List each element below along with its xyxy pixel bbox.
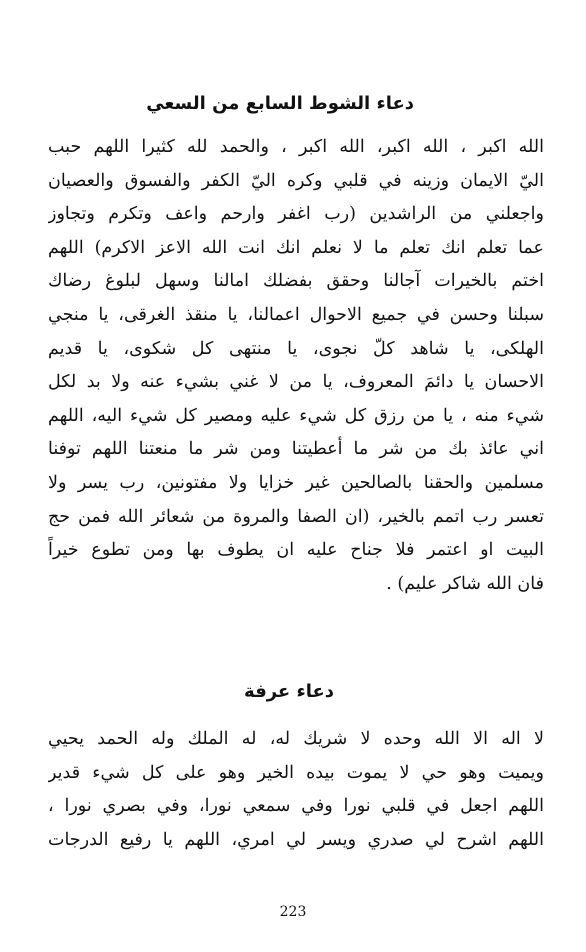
paragraph-line: اختم بالخيرات آجالنا وحقق بفضلك امالنا وسهل لبلوغ رضاك (48, 271, 544, 292)
paragraph-line: سبلنا وحسن في جميع الاحوال اعمالنا، يا منقذ الغرقى، يا منجي (48, 304, 544, 325)
paragraph-line: تعسر رب اتمم بالخير، (ان الصفا والمروة من شعائر الله فمن حج (48, 506, 544, 527)
paragraph-line: ويميت وهو حي لا يموت بيده الخير وهو على كل شيء قدير (48, 762, 544, 783)
paragraph-line: الله اكبر ، الله اكبر، الله اكبر ، والحمد لله كثيرا اللهم حبب (48, 137, 544, 157)
prayer-paragraph-sai (48, 131, 544, 601)
paragraph-line: عما تعلم انك تعلم ما لا نعلم انك انت الله الاعز الاكرم) اللهم (48, 237, 544, 258)
paragraph-line: مسلمين والحقنا بالصالحين غير خزايا ولا مفتونين، رب يسر ولا (48, 472, 544, 493)
section-heading-sai-seventh-round: دعاء الشوط السابع من السعي (146, 93, 414, 114)
paragraph-line: شيء منه ، يا من رزق كل شيء عليه ومصير كل شيء اليه، اللهم (48, 405, 544, 426)
paragraph-line: واجعلني من الراشدين (رب اغفر وارحم واعف وتكرم وتجاوز (48, 204, 544, 225)
paragraph-line: اللهم اشرح لي صدري ويسر لي امري، اللهم يا رفيع الدرجات (48, 829, 544, 850)
prayer-paragraph-arafah (48, 723, 544, 857)
paragraph-line: اليّ الايمان وزينه في قلبي وكره اليّ الكفر والفسوق والعصيان (48, 170, 544, 191)
paragraph-line: لا اله الا الله وحده لا شريك له، له الملك وله الحمد يحيي (48, 729, 544, 749)
paragraph-line: الهلكى، يا شاهد كلّ نجوى، يا منتهى كل شكوى، يا قديم (48, 338, 544, 359)
paragraph-line: الاحسان يا دائمَ المعروف، يا من لا غني بشيء عنه ولا بد لكل (48, 372, 544, 393)
paragraph-line: البيت او اعتمر فلا جناح عليه ان يطوف بها ومن تطوع خيراً (48, 540, 544, 561)
section-heading-arafah: دعاء عرفة (244, 681, 334, 702)
paragraph-line: فان الله شاكر عليم) . (386, 573, 544, 594)
page-number: 223 (279, 904, 307, 920)
paragraph-line: اللهم اجعل في قلبي نورا وفي سمعي نورا، وفي بصري نورا ، (48, 796, 544, 817)
paragraph-line: اني عائذ بك من شر ما أعطيتنا ومن شر ما منعتنا اللهم توفنا (48, 439, 544, 460)
